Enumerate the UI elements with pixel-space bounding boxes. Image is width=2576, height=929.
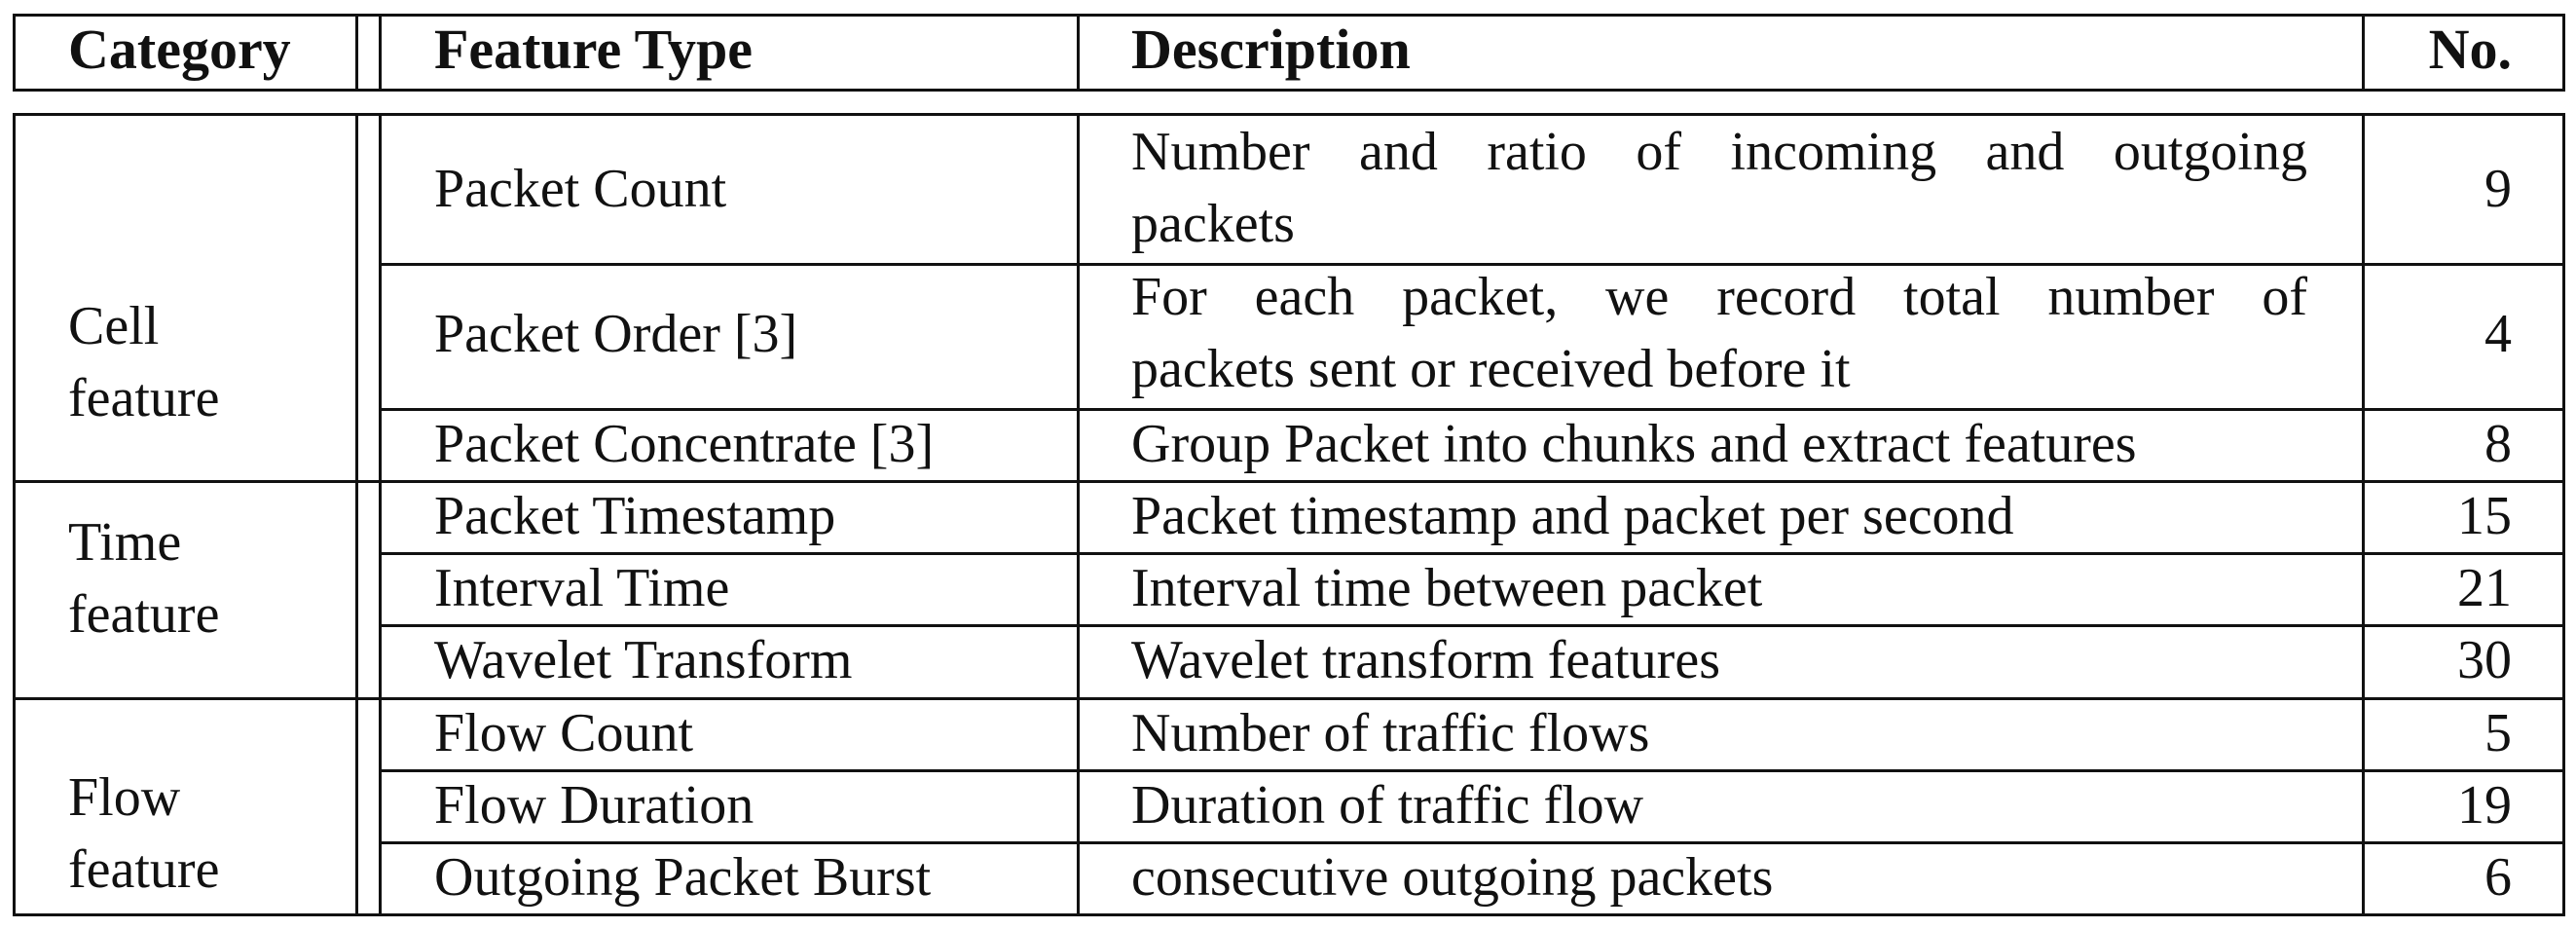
number-cell: 15	[2457, 486, 2512, 546]
description-cell: Packet timestamp and packet per second	[1131, 486, 2014, 546]
number-cell: 8	[2484, 414, 2512, 474]
description-cell	[1131, 116, 2307, 260]
description-cell: consecutive outgoing packets	[1131, 847, 1774, 908]
description-cell: Number of traffic flows	[1131, 703, 1650, 763]
number-cell: 4	[2484, 304, 2512, 364]
number-cell: 30	[2457, 630, 2512, 690]
header-number: No.	[2428, 18, 2512, 81]
header-left-border	[13, 14, 16, 92]
feature-type-cell: Packet Count	[434, 159, 727, 219]
description-cell: Interval time between packet	[1131, 558, 1763, 618]
number-cell: 19	[2457, 775, 2512, 836]
description-cell: Wavelet transform features	[1131, 630, 1720, 690]
header-double-rule-a	[355, 14, 358, 92]
header-description: Description	[1131, 18, 1411, 81]
description-line: packets	[1131, 194, 1295, 254]
feature-type-cell: Flow Count	[434, 703, 694, 763]
header-divider-no	[2362, 14, 2365, 92]
feature-type-cell: Packet Concentrate [3]	[434, 414, 935, 474]
description-line: packets sent or received before it	[1131, 339, 1851, 399]
header-bottom-border	[13, 89, 2565, 92]
description-line: Number and ratio of incoming and outgoing	[1131, 122, 2307, 182]
category-cell-line1: Cell	[68, 296, 160, 356]
body-bottom-border	[13, 913, 2565, 916]
body-divider-no	[2362, 113, 2365, 916]
number-cell: 21	[2457, 558, 2512, 618]
category-cell-line2: feature	[68, 368, 220, 428]
header-feature-type: Feature Type	[434, 18, 754, 81]
feature-type-cell: Packet Order [3]	[434, 304, 798, 364]
body-double-rule-a	[355, 113, 358, 916]
body-divider-desc	[1077, 113, 1080, 916]
feature-type-cell: Packet Timestamp	[434, 486, 836, 546]
description-cell: Duration of traffic flow	[1131, 775, 1644, 836]
feature-type-cell: Outgoing Packet Burst	[434, 847, 932, 908]
feature-type-cell: Interval Time	[434, 558, 730, 618]
description-cell: Group Packet into chunks and extract features	[1131, 414, 2137, 474]
feature-type-cell: Flow Duration	[434, 775, 754, 836]
header-divider-desc	[1077, 14, 1080, 92]
category-time-line1: Time	[68, 512, 182, 573]
number-cell: 9	[2484, 159, 2512, 219]
category-flow-line1: Flow	[68, 767, 181, 828]
header-right-border	[2562, 14, 2565, 92]
body-double-rule-b	[379, 113, 382, 916]
number-cell: 6	[2484, 847, 2512, 908]
number-cell: 5	[2484, 703, 2512, 763]
body-left-border	[13, 113, 16, 916]
category-flow-line2: feature	[68, 839, 220, 900]
description-line: For each packet, we record total number of	[1131, 267, 2307, 327]
header-category: Category	[68, 18, 291, 81]
description-cell	[1131, 261, 2307, 405]
category-time-line2: feature	[68, 584, 220, 645]
header-double-rule-b	[379, 14, 382, 92]
body-right-border	[2562, 113, 2565, 916]
feature-type-cell: Wavelet Transform	[434, 630, 853, 690]
